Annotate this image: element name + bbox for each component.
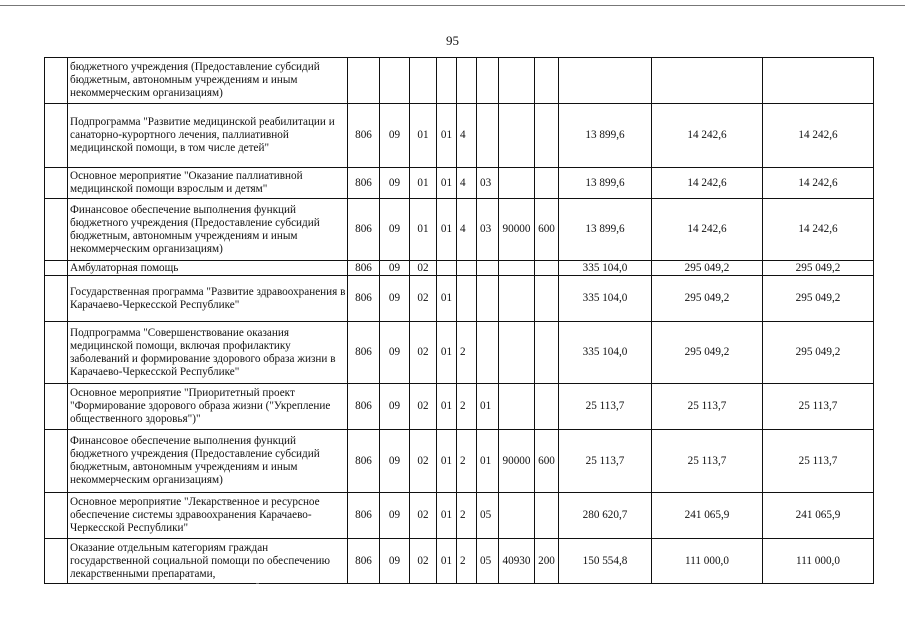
direction-code-cell <box>499 261 535 276</box>
expense-type-code-cell: 200 <box>535 539 559 584</box>
row-name-cell: Подпрограмма "Развитие медицинской реабилитации и санаторно-курортного лечения, паллиативной медицинской помощи, в том числе детей" <box>68 104 348 168</box>
subsection-code-cell: 02 <box>410 276 437 322</box>
program-code-cell: 01 <box>437 493 457 539</box>
row-name-cell: Основное мероприятие "Оказание паллиативной медицинской помощи взрослым и детям" <box>68 168 348 199</box>
subsection-code-cell: 02 <box>410 384 437 430</box>
ministry-code-cell: 806 <box>348 384 380 430</box>
amount-2-cell: 111 000,0 <box>652 539 763 584</box>
subprogram-code-cell <box>457 58 477 104</box>
subsection-code-cell: 02 <box>410 322 437 384</box>
blank-margin-cell <box>45 276 68 322</box>
amount-3-cell: 25 113,7 <box>763 430 874 493</box>
program-code-cell: 01 <box>437 276 457 322</box>
amount-1-cell: 25 113,7 <box>559 384 652 430</box>
event-code-cell <box>477 322 499 384</box>
amount-2-cell <box>652 58 763 104</box>
direction-code-cell <box>499 493 535 539</box>
amount-2-cell: 295 049,2 <box>652 322 763 384</box>
ministry-code-cell: 806 <box>348 104 380 168</box>
event-code-cell <box>477 104 499 168</box>
amount-2-cell: 295 049,2 <box>652 276 763 322</box>
top-border-line <box>0 5 905 6</box>
subsection-code-cell: 01 <box>410 104 437 168</box>
subsection-code-cell <box>410 58 437 104</box>
subsection-code-cell: 01 <box>410 168 437 199</box>
ministry-code-cell: 806 <box>348 276 380 322</box>
table-body <box>45 58 874 584</box>
table-row <box>45 430 874 493</box>
subprogram-code-cell: 4 <box>457 199 477 261</box>
amount-2-cell: 14 242,6 <box>652 104 763 168</box>
event-code-cell: 05 <box>477 493 499 539</box>
blank-margin-cell <box>45 168 68 199</box>
blank-margin-cell <box>45 493 68 539</box>
table-row <box>45 276 874 322</box>
amount-3-cell: 14 242,6 <box>763 199 874 261</box>
table-row <box>45 58 874 104</box>
amount-1-cell: 335 104,0 <box>559 261 652 276</box>
section-code-cell: 09 <box>380 384 410 430</box>
ministry-code-cell: 806 <box>348 430 380 493</box>
ministry-code-cell: 806 <box>348 322 380 384</box>
ministry-code-cell: 806 <box>348 261 380 276</box>
row-name-cell: Основное мероприятие "Лекарственное и ресурсное обеспечение системы здравоохранения Карачаево-Черкесской Республики" <box>68 493 348 539</box>
amount-1-cell: 335 104,0 <box>559 322 652 384</box>
amount-3-cell <box>763 58 874 104</box>
subprogram-code-cell: 4 <box>457 104 477 168</box>
event-code-cell <box>477 276 499 322</box>
expense-type-code-cell <box>535 276 559 322</box>
blank-margin-cell <box>45 384 68 430</box>
program-code-cell: 01 <box>437 430 457 493</box>
row-name-cell: Оказание отдельным категориям граждан государственной социальной помощи по обеспечению лекарственными препаратами, <box>68 539 348 584</box>
expense-type-code-cell: 600 <box>535 199 559 261</box>
page-number: 95 <box>446 33 459 48</box>
section-code-cell: 09 <box>380 322 410 384</box>
section-code-cell: 09 <box>380 199 410 261</box>
subprogram-code-cell: 4 <box>457 168 477 199</box>
expense-type-code-cell <box>535 104 559 168</box>
program-code-cell: 01 <box>437 384 457 430</box>
expense-type-code-cell <box>535 322 559 384</box>
table-row <box>45 104 874 168</box>
row-name-cell: Государственная программа "Развитие здравоохранения в Карачаево-Черкесской Республике" <box>68 276 348 322</box>
blank-margin-cell <box>45 539 68 584</box>
amount-2-cell: 14 242,6 <box>652 199 763 261</box>
ministry-code-cell <box>348 58 380 104</box>
subprogram-code-cell: 2 <box>457 539 477 584</box>
direction-code-cell <box>499 168 535 199</box>
row-name-cell: Финансовое обеспечение выполнения функций бюджетного учреждения (Предоставление субсидий бюджетным, автономным учреждениям и иным некоммерческим организациям) <box>68 199 348 261</box>
expense-type-code-cell <box>535 261 559 276</box>
blank-margin-cell <box>45 322 68 384</box>
scan-speck <box>256 583 259 584</box>
subprogram-code-cell: 2 <box>457 493 477 539</box>
subprogram-code-cell <box>457 261 477 276</box>
amount-3-cell: 14 242,6 <box>763 168 874 199</box>
blank-margin-cell <box>45 261 68 276</box>
event-code-cell: 03 <box>477 168 499 199</box>
amount-1-cell: 25 113,7 <box>559 430 652 493</box>
table-row <box>45 493 874 539</box>
expense-type-code-cell <box>535 58 559 104</box>
amount-3-cell: 14 242,6 <box>763 104 874 168</box>
blank-margin-cell <box>45 430 68 493</box>
subprogram-code-cell: 2 <box>457 384 477 430</box>
program-code-cell: 01 <box>437 104 457 168</box>
budget-table <box>44 57 874 584</box>
amount-3-cell: 295 049,2 <box>763 322 874 384</box>
section-code-cell: 09 <box>380 276 410 322</box>
expense-type-code-cell <box>535 384 559 430</box>
amount-2-cell: 25 113,7 <box>652 384 763 430</box>
program-code-cell: 01 <box>437 168 457 199</box>
direction-code-cell <box>499 384 535 430</box>
amount-1-cell: 13 899,6 <box>559 168 652 199</box>
section-code-cell: 09 <box>380 539 410 584</box>
section-code-cell: 09 <box>380 104 410 168</box>
event-code-cell <box>477 261 499 276</box>
section-code-cell <box>380 58 410 104</box>
amount-2-cell: 14 242,6 <box>652 168 763 199</box>
expense-type-code-cell: 600 <box>535 430 559 493</box>
event-code-cell <box>477 58 499 104</box>
section-code-cell: 09 <box>380 493 410 539</box>
amount-1-cell: 13 899,6 <box>559 199 652 261</box>
row-name-cell: Подпрограмма "Совершенствование оказания медицинской помощи, включая профилактику заболеваний и формирование здорового образа жизни в Карачаево-Черкесской Республике" <box>68 322 348 384</box>
ministry-code-cell: 806 <box>348 199 380 261</box>
amount-1-cell <box>559 58 652 104</box>
table-row <box>45 261 874 276</box>
blank-margin-cell <box>45 199 68 261</box>
event-code-cell: 01 <box>477 384 499 430</box>
amount-3-cell: 295 049,2 <box>763 276 874 322</box>
direction-code-cell: 90000 <box>499 199 535 261</box>
event-code-cell: 05 <box>477 539 499 584</box>
amount-3-cell: 111 000,0 <box>763 539 874 584</box>
expense-type-code-cell <box>535 168 559 199</box>
amount-1-cell: 280 620,7 <box>559 493 652 539</box>
subsection-code-cell: 02 <box>410 430 437 493</box>
subsection-code-cell: 02 <box>410 493 437 539</box>
subsection-code-cell: 02 <box>410 261 437 276</box>
amount-3-cell: 241 065,9 <box>763 493 874 539</box>
direction-code-cell: 40930 <box>499 539 535 584</box>
blank-margin-cell <box>45 104 68 168</box>
program-code-cell: 01 <box>437 322 457 384</box>
subprogram-code-cell: 2 <box>457 322 477 384</box>
amount-2-cell: 295 049,2 <box>652 261 763 276</box>
ministry-code-cell: 806 <box>348 539 380 584</box>
subprogram-code-cell: 2 <box>457 430 477 493</box>
row-name-cell: Основное мероприятие "Приоритетный проект "Формирование здорового образа жизни ("Укрепление общественного здоровья")" <box>68 384 348 430</box>
blank-margin-cell <box>45 58 68 104</box>
table-row <box>45 539 874 584</box>
table-row <box>45 384 874 430</box>
direction-code-cell <box>499 276 535 322</box>
amount-2-cell: 241 065,9 <box>652 493 763 539</box>
direction-code-cell <box>499 104 535 168</box>
amount-1-cell: 335 104,0 <box>559 276 652 322</box>
table-row <box>45 199 874 261</box>
section-code-cell: 09 <box>380 430 410 493</box>
program-code-cell: 01 <box>437 199 457 261</box>
row-name-cell: Амбулаторная помощь <box>68 261 348 276</box>
expense-type-code-cell <box>535 493 559 539</box>
row-name-cell: Финансовое обеспечение выполнения функций бюджетного учреждения (Предоставление субсидий бюджетным, автономным учреждениям и иным некоммерческим организациям) <box>68 430 348 493</box>
event-code-cell: 03 <box>477 199 499 261</box>
event-code-cell: 01 <box>477 430 499 493</box>
amount-3-cell: 25 113,7 <box>763 384 874 430</box>
program-code-cell: 01 <box>437 539 457 584</box>
subsection-code-cell: 01 <box>410 199 437 261</box>
amount-3-cell: 295 049,2 <box>763 261 874 276</box>
subprogram-code-cell <box>457 276 477 322</box>
direction-code-cell <box>499 322 535 384</box>
amount-1-cell: 150 554,8 <box>559 539 652 584</box>
table-row <box>45 322 874 384</box>
program-code-cell <box>437 58 457 104</box>
row-name-cell: бюджетного учреждения (Предоставление субсидий бюджетным, автономным учреждениям и иным некоммерческим организациям) <box>68 58 348 104</box>
amount-2-cell: 25 113,7 <box>652 430 763 493</box>
ministry-code-cell: 806 <box>348 493 380 539</box>
direction-code-cell <box>499 58 535 104</box>
table-row <box>45 168 874 199</box>
section-code-cell: 09 <box>380 261 410 276</box>
subsection-code-cell: 02 <box>410 539 437 584</box>
direction-code-cell: 90000 <box>499 430 535 493</box>
program-code-cell <box>437 261 457 276</box>
section-code-cell: 09 <box>380 168 410 199</box>
amount-1-cell: 13 899,6 <box>559 104 652 168</box>
ministry-code-cell: 806 <box>348 168 380 199</box>
